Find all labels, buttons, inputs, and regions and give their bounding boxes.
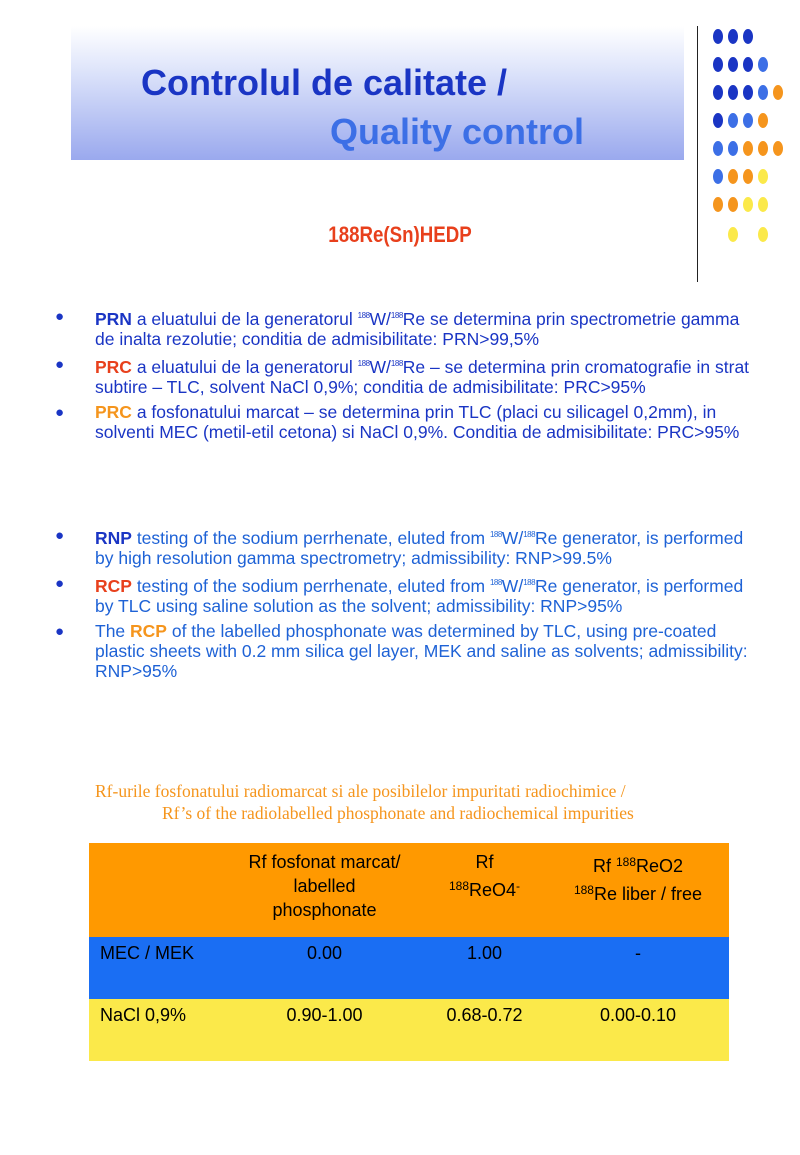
header-text: Re liber / free — [593, 884, 703, 904]
bullet-icon: ● — [55, 527, 65, 544]
bullet-text: a fosfonatului marcat – se determina prin TLC (placi cu silicagel 0,2mm), in solventi MEC (metil-etil cetona) si NaCl 0,9%. Conditia de admisibilitate: PRC>95% — [95, 402, 740, 442]
bullet-text: W/ — [369, 357, 391, 377]
decor-dot — [713, 141, 723, 156]
keyword-prc: PRC — [95, 402, 132, 422]
bullet-icon: ● — [55, 356, 65, 373]
page-title-line-1: Controlul de calitate / — [141, 62, 508, 103]
bullet-text: W/ — [501, 528, 524, 548]
bullet-text: a eluatului de la generatorul — [131, 357, 358, 377]
bullet-text: W/ — [501, 576, 524, 596]
bullet-text: testing of the sodium perrhenate, eluted from — [131, 576, 490, 596]
header-text: Rf — [475, 852, 494, 872]
charge-superscript: - — [516, 879, 521, 893]
cell-reo4: 0.68-0.72 — [422, 999, 547, 1061]
bullet-icon: ● — [55, 404, 65, 421]
decor-dot — [728, 29, 738, 44]
header-cell-solvent — [89, 843, 227, 937]
decor-dot — [743, 29, 753, 44]
compound-subtitle: 188Re(Sn)HEDP — [328, 222, 472, 247]
decor-dot — [728, 197, 738, 212]
decor-dot — [728, 113, 738, 128]
table-caption — [0, 780, 800, 824]
decor-dot — [728, 169, 738, 184]
english-bullet-list — [55, 525, 755, 686]
table-row — [89, 999, 729, 1061]
decor-dot — [743, 169, 753, 184]
decor-dot — [743, 141, 753, 156]
rf-table — [89, 843, 729, 1061]
decor-dot — [728, 85, 738, 100]
isotope-superscript: 188 — [390, 311, 403, 320]
decor-dot — [743, 57, 753, 72]
romanian-bullet-list — [55, 306, 755, 447]
keyword-rcp: RCP — [95, 576, 132, 596]
list-item — [55, 525, 755, 568]
decor-dot — [728, 57, 738, 72]
header-text: Rf fosfonat marcat/ — [248, 852, 401, 872]
decor-dot — [758, 141, 768, 156]
isotope-superscript: 188 — [357, 359, 370, 368]
decor-dot — [713, 85, 723, 100]
bullet-text: Re se determina prin spectrometrie gamma de inalta rezolutie; conditia de admisibilitate: PRN>99,5% — [95, 309, 740, 349]
bullet-text: of the labelled phosphonate was determined by TLC, using pre-coated plastic sheets with 0.2 mm silica gel layer, MEK and saline as solvents; admissibility: RNP>95% — [95, 621, 748, 681]
keyword-prn: PRN — [95, 309, 132, 329]
bullet-icon: ● — [55, 623, 65, 640]
decor-dot — [758, 57, 768, 72]
keyword-rnp: RNP — [95, 528, 132, 548]
header-text: labelled — [293, 876, 356, 896]
bullet-icon: ● — [55, 308, 65, 325]
header-cell-reo4 — [422, 843, 547, 937]
header-text — [422, 874, 547, 902]
decor-dot — [773, 141, 783, 156]
bullet-text: Re generator, is performed by TLC using saline solution as the solvent; admissibility: RNP>95% — [95, 576, 744, 616]
caption-line-ro: Rf-urile fosfonatului radiomarcat si ale posibilelor impuritati radiochimice / — [95, 781, 626, 801]
decor-dot — [758, 227, 768, 242]
decor-dot — [713, 29, 723, 44]
decor-dot — [743, 197, 753, 212]
isotope-superscript: 188 — [615, 855, 636, 869]
decor-dot — [713, 197, 723, 212]
cell-reo2: 0.00-0.10 — [547, 999, 729, 1061]
decor-dot — [713, 169, 723, 184]
decor-dot — [758, 113, 768, 128]
keyword-prc: PRC — [95, 357, 132, 377]
decor-dot — [713, 113, 723, 128]
isotope-superscript: 188 — [489, 578, 502, 587]
list-item — [55, 402, 755, 442]
decor-dot — [728, 141, 738, 156]
decor-dot — [773, 85, 783, 100]
bullet-text: Re – se determina prin cromatografie in strat subtire – TLC, solvent NaCl 0,9%; conditia de admisibilitate: PRC>95% — [95, 357, 750, 397]
bullet-text: Re generator, is performed by high resolution gamma spectrometry; admissibility: RNP>99.5% — [95, 528, 744, 568]
isotope-superscript: 188 — [489, 530, 502, 539]
list-item — [55, 306, 755, 349]
isotope-superscript: 188 — [390, 359, 403, 368]
cell-phosphonate: 0.00 — [227, 937, 422, 999]
caption-line-en: Rf’s of the radiolabelled phosphonate and radiochemical impurities — [162, 803, 634, 823]
bullet-text: a eluatului de la generatorul — [131, 309, 358, 329]
isotope-superscript: 188 — [448, 879, 469, 893]
bullet-text: W/ — [369, 309, 391, 329]
decor-dot — [758, 197, 768, 212]
header-text — [547, 878, 729, 906]
page-title-line-2: Quality control — [330, 111, 585, 152]
header-text: Rf — [592, 856, 616, 876]
header-cell-phosphonate — [227, 843, 422, 937]
table-header-row — [89, 843, 729, 937]
decor-dot — [758, 85, 768, 100]
cell-reo4: 1.00 — [422, 937, 547, 999]
isotope-superscript: 188 — [573, 883, 594, 897]
isotope-superscript: 188 — [523, 530, 536, 539]
header-text: phosphonate — [272, 900, 377, 920]
header-text: ReO4 — [469, 880, 517, 900]
header-text: ReO2 — [636, 856, 684, 876]
bullet-text: The — [95, 621, 131, 641]
keyword-rcp: RCP — [130, 621, 167, 641]
isotope-superscript: 188 — [523, 578, 536, 587]
row-solvent: MEC / MEK — [89, 937, 227, 999]
list-item — [55, 573, 755, 616]
list-item — [55, 621, 755, 681]
cell-reo2: - — [547, 937, 729, 999]
header-cell-reo2 — [547, 843, 729, 937]
decor-dot — [713, 57, 723, 72]
table-row — [89, 937, 729, 999]
list-item — [55, 354, 755, 397]
bullet-icon: ● — [55, 575, 65, 592]
isotope-superscript: 188 — [357, 311, 370, 320]
decor-dot — [743, 113, 753, 128]
cell-phosphonate: 0.90-1.00 — [227, 999, 422, 1061]
header-text — [547, 850, 729, 878]
decor-dot — [758, 169, 768, 184]
decor-dot — [743, 85, 753, 100]
bullet-text: testing of the sodium perrhenate, eluted from — [131, 528, 490, 548]
row-solvent: NaCl 0,9% — [89, 999, 227, 1061]
